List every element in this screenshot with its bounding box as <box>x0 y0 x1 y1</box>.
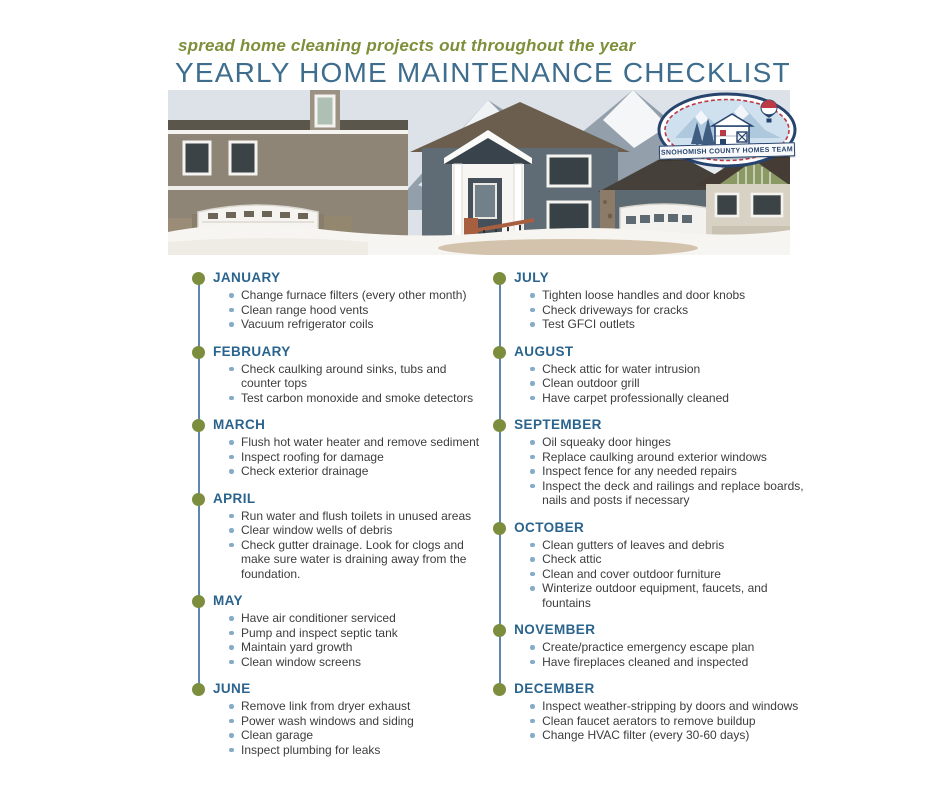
checklist-item-text: Clear window wells of debris <box>241 523 393 537</box>
checklist-item-text: Check gutter drainage. Look for clogs and make sure water is draining away from the foundation. <box>241 537 467 581</box>
checklist-item-text: Tighten loose handles and door knobs <box>542 288 746 302</box>
bullet-icon <box>229 322 234 327</box>
checklist-column-left <box>192 270 485 769</box>
checklist-item <box>229 391 485 406</box>
bullet-icon <box>530 396 535 401</box>
checklist-item-text: Run water and flush toilets in unused areas <box>241 508 472 523</box>
checklist-item <box>530 288 807 303</box>
month-items <box>213 435 485 479</box>
checklist-item <box>530 538 807 553</box>
bullet-icon <box>229 543 234 548</box>
checklist-item <box>229 611 485 626</box>
timeline-dot <box>192 683 205 696</box>
checklist-item-text: Clean outdoor grill <box>542 376 640 390</box>
bullet-icon <box>229 616 234 621</box>
checklist-item-text: Clean faucet aerators to remove buildup <box>542 713 756 728</box>
month-items <box>213 288 485 332</box>
checklist-item <box>229 362 485 391</box>
bullet-icon <box>229 528 234 533</box>
checklist-item-text: Pump and inspect septic tank <box>241 625 398 640</box>
checklist-item-text: Inspect roofing for damage <box>241 449 384 464</box>
checklist-item-text: Clean garage <box>241 728 314 742</box>
month-label: FEBRUARY <box>213 343 291 359</box>
checklist-item <box>530 479 807 508</box>
month-items <box>514 288 807 332</box>
bullet-icon <box>530 381 535 386</box>
month-items <box>514 435 807 508</box>
checklist-item <box>530 303 807 318</box>
bullet-icon <box>229 514 234 519</box>
checklist-item <box>530 376 807 391</box>
timeline-dot <box>493 272 506 285</box>
month-label: MARCH <box>213 417 266 432</box>
month-label: OCTOBER <box>514 519 585 535</box>
checklist-column-right <box>493 270 807 769</box>
page-title: YEARLY HOME MAINTENANCE CHECKLIST <box>175 57 791 88</box>
bullet-icon <box>229 293 234 298</box>
month-items <box>514 699 807 743</box>
month-april <box>192 491 485 582</box>
checklist-item <box>229 435 485 450</box>
checklist-item <box>530 450 807 465</box>
timeline-dot <box>192 272 205 285</box>
bullet-icon <box>229 469 234 474</box>
checklist-item-text: Test carbon monoxide and smoke detectors <box>241 390 474 405</box>
monthly-checklist <box>192 270 807 769</box>
bullet-icon <box>530 719 535 724</box>
bullet-icon <box>530 733 535 738</box>
checklist-item <box>530 640 807 655</box>
checklist-item <box>530 391 807 406</box>
checklist-item-text: Replace caulking around exterior windows <box>542 449 767 464</box>
checklist-item-text: Maintain yard growth <box>241 640 353 654</box>
checklist-item <box>530 464 807 479</box>
tagline: spread home cleaning projects out throughout the year <box>178 36 636 55</box>
month-items <box>213 699 485 757</box>
checklist-item <box>229 699 485 714</box>
checklist-item-text: Have fireplaces cleaned and inspected <box>542 654 749 669</box>
month-label: APRIL <box>213 490 256 506</box>
checklist-item-text: Clean range hood vents <box>241 302 369 317</box>
checklist-item <box>229 303 485 318</box>
month-september <box>493 417 807 508</box>
checklist-item-text: Oil squeaky door hinges <box>542 435 671 449</box>
month-label: DECEMBER <box>514 681 595 696</box>
timeline-dot <box>493 624 506 637</box>
bullet-icon <box>530 293 535 298</box>
checklist-item-text: Clean gutters of leaves and debris <box>542 537 725 552</box>
checklist-item <box>530 699 807 714</box>
bullet-icon <box>229 704 234 709</box>
bullet-icon <box>229 660 234 665</box>
timeline-dot <box>493 683 506 696</box>
bullet-icon <box>530 367 535 372</box>
checklist-item-text: Flush hot water heater and remove sediment <box>241 435 480 449</box>
checklist-item <box>229 523 485 538</box>
company-logo <box>657 92 797 170</box>
bullet-icon <box>229 748 234 753</box>
logo-banner-text: SNOHOMISH COUNTY HOMES TEAM <box>660 145 794 157</box>
bullet-icon <box>229 645 234 650</box>
checklist-item <box>229 743 485 758</box>
month-november <box>493 622 807 669</box>
checklist-item-text: Inspect fence for any needed repairs <box>542 464 737 478</box>
bullet-icon <box>229 367 234 372</box>
checklist-item <box>530 655 807 670</box>
checklist-item-text: Have carpet professionally cleaned <box>542 390 729 405</box>
checklist-item-text: Check caulking around sinks, tubs and counter tops <box>241 361 447 390</box>
checklist-item <box>530 567 807 582</box>
month-items <box>213 362 485 406</box>
bullet-icon <box>530 586 535 591</box>
bullet-icon <box>530 455 535 460</box>
month-label: JUNE <box>213 681 251 696</box>
checklist-item <box>229 464 485 479</box>
bullet-icon <box>530 660 535 665</box>
checklist-item <box>229 509 485 524</box>
month-items <box>213 611 485 669</box>
checklist-item-text: Clean and cover outdoor furniture <box>542 566 721 581</box>
timeline-dot <box>192 346 205 359</box>
bullet-icon <box>229 440 234 445</box>
month-march <box>192 417 485 479</box>
timeline-dot <box>192 493 205 506</box>
checklist-item-text: Clean window screens <box>241 654 362 669</box>
checklist-item <box>530 435 807 450</box>
checklist-item-text: Create/practice emergency escape plan <box>542 640 755 654</box>
month-label: SEPTEMBER <box>514 417 602 432</box>
month-january <box>192 270 485 332</box>
month-august <box>493 344 807 406</box>
month-label: AUGUST <box>514 343 574 359</box>
checklist-item-text: Remove link from dryer exhaust <box>241 699 411 713</box>
timeline-dot <box>493 346 506 359</box>
bullet-icon <box>530 469 535 474</box>
checklist-item-text: Winterize outdoor equipment, faucets, and fountains <box>542 581 768 610</box>
checklist-item <box>530 317 807 332</box>
checklist-item-text: Inspect the deck and railings and replace boards, nails and posts if necessary <box>542 478 804 507</box>
checklist-item-text: Have air conditioner serviced <box>241 611 396 625</box>
timeline-dot <box>493 522 506 535</box>
checklist-item-text: Vacuum refrigerator coils <box>241 317 374 331</box>
checklist-item <box>229 655 485 670</box>
month-label: MAY <box>213 593 243 608</box>
bullet-icon <box>229 733 234 738</box>
month-label: NOVEMBER <box>514 622 596 637</box>
checklist-item-text: Inspect weather-stripping by doors and windows <box>542 699 799 713</box>
bullet-icon <box>530 440 535 445</box>
checklist-item <box>530 552 807 567</box>
month-items <box>514 538 807 611</box>
checklist-item <box>530 362 807 377</box>
month-items <box>514 640 807 669</box>
timeline-dot <box>493 419 506 432</box>
bullet-icon <box>229 396 234 401</box>
month-february <box>192 344 485 406</box>
checklist-item-text: Inspect plumbing for leaks <box>241 742 381 757</box>
checklist-item-text: Power wash windows and siding <box>241 713 414 728</box>
timeline-dot <box>192 419 205 432</box>
month-october <box>493 520 807 611</box>
month-items <box>213 509 485 582</box>
bullet-icon <box>229 719 234 724</box>
checklist-item <box>229 640 485 655</box>
bullet-icon <box>229 308 234 313</box>
checklist-item <box>229 317 485 332</box>
bullet-icon <box>530 704 535 709</box>
checklist-item <box>229 626 485 641</box>
checklist-item-text: Check attic <box>542 552 602 566</box>
month-may <box>192 593 485 669</box>
checklist-item <box>229 538 485 582</box>
bullet-icon <box>229 631 234 636</box>
bullet-icon <box>530 557 535 562</box>
month-july <box>493 270 807 332</box>
checklist-item <box>229 450 485 465</box>
timeline-dot <box>192 595 205 608</box>
bullet-icon <box>530 308 535 313</box>
checklist-item-text: Change HVAC filter (every 30-60 days) <box>542 728 750 742</box>
month-june <box>192 681 485 757</box>
bullet-icon <box>229 455 234 460</box>
checklist-item <box>229 288 485 303</box>
bullet-icon <box>530 543 535 548</box>
month-december <box>493 681 807 743</box>
checklist-item-text: Check driveways for cracks <box>542 302 689 317</box>
bullet-icon <box>530 484 535 489</box>
checklist-item <box>530 728 807 743</box>
month-items <box>514 362 807 406</box>
checklist-item-text: Check exterior drainage <box>241 464 369 478</box>
checklist-item <box>229 714 485 729</box>
checklist-item <box>229 728 485 743</box>
month-label: JANUARY <box>213 270 281 285</box>
checklist-item <box>530 581 807 610</box>
checklist-item-text: Check attic for water intrusion <box>542 361 701 376</box>
bullet-icon <box>530 572 535 577</box>
checklist-item-text: Test GFCI outlets <box>542 317 635 331</box>
month-label: JULY <box>514 270 550 285</box>
checklist-item <box>530 714 807 729</box>
bullet-icon <box>530 322 535 327</box>
checklist-item-text: Change furnace filters (every other month) <box>241 288 467 302</box>
bullet-icon <box>530 645 535 650</box>
